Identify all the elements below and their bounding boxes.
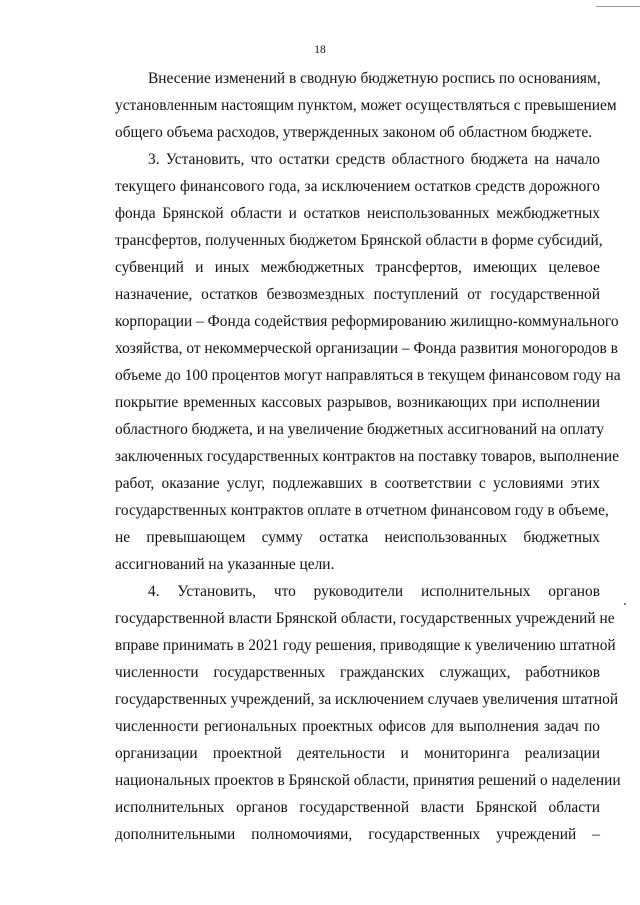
text-line: трансфертов, полученных бюджетом Брянской области в форме субсидий,	[115, 232, 603, 249]
text-line: государственной власти Брянской области, государственных учреждений не	[115, 610, 615, 627]
text-line: вправе принимать в 2021 году решения, приводящие к увеличению штатной	[115, 637, 616, 654]
text-line: объеме до 100 процентов могут направляться в текущем финансовом году на	[115, 367, 621, 384]
text-line: субвенций и иных межбюджетных трансфертов, имеющих целевое	[115, 259, 600, 276]
text-line: ассигнований на указанные цели.	[115, 556, 335, 573]
text-line: Внесение изменений в сводную бюджетную роспись по основаниям,	[148, 70, 601, 87]
text-line: дополнительными полномочиями, государственных учреждений –	[115, 826, 600, 843]
text-line: фонда Брянской области и остатков неиспользованных межбюджетных	[115, 205, 600, 222]
text-line: государственных контрактов оплате в отчетном финансовом году в объеме,	[115, 502, 609, 519]
text-line: общего объема расходов, утвержденных законом об областном бюджете.	[115, 124, 593, 141]
text-line: покрытие временных кассовых разрывов, возникающих при исполнении	[115, 394, 600, 411]
text-line: не превышающем сумму остатка неиспользованных бюджетных	[115, 529, 600, 546]
text-line: национальных проектов в Брянской области, принятия решений о наделении	[115, 772, 621, 789]
text-line: установленным настоящим пунктом, может осуществляться с превышением	[115, 97, 617, 114]
text-line: областного бюджета, и на увеличение бюджетных ассигнований на оплату	[115, 421, 605, 438]
page-number: 18	[314, 44, 326, 56]
corner-scan-mark	[596, 6, 640, 7]
scan-speck	[624, 603, 626, 605]
text-line: корпорации – Фонда содействия реформированию жилищно-коммунального	[115, 313, 619, 330]
text-line: заключенных государственных контрактов на поставку товаров, выполнение	[115, 448, 619, 465]
text-line: численности региональных проектных офисов для выполнения задач по	[115, 718, 600, 735]
text-line: 4. Установить, что руководители исполнительных органов	[148, 583, 600, 600]
text-line: назначение, остатков безвозмездных поступлений от государственной	[115, 286, 600, 303]
text-line: работ, оказание услуг, подлежавших в соответствии с условиями этих	[115, 475, 600, 492]
text-line: хозяйства, от некоммерческой организации – Фонда развития моногородов в	[115, 340, 618, 357]
text-line: организации проектной деятельности и мониторинга реализации	[115, 745, 600, 762]
text-line: 3. Установить, что остатки средств областного бюджета на начало	[148, 151, 600, 168]
text-line: исполнительных органов государственной власти Брянской области	[115, 799, 600, 816]
text-line: государственных учреждений, за исключением случаев увеличения штатной	[115, 691, 619, 708]
text-line: численности государственных гражданских служащих, работников	[115, 664, 600, 681]
text-line: текущего финансового года, за исключением остатков средств дорожного	[115, 178, 600, 195]
